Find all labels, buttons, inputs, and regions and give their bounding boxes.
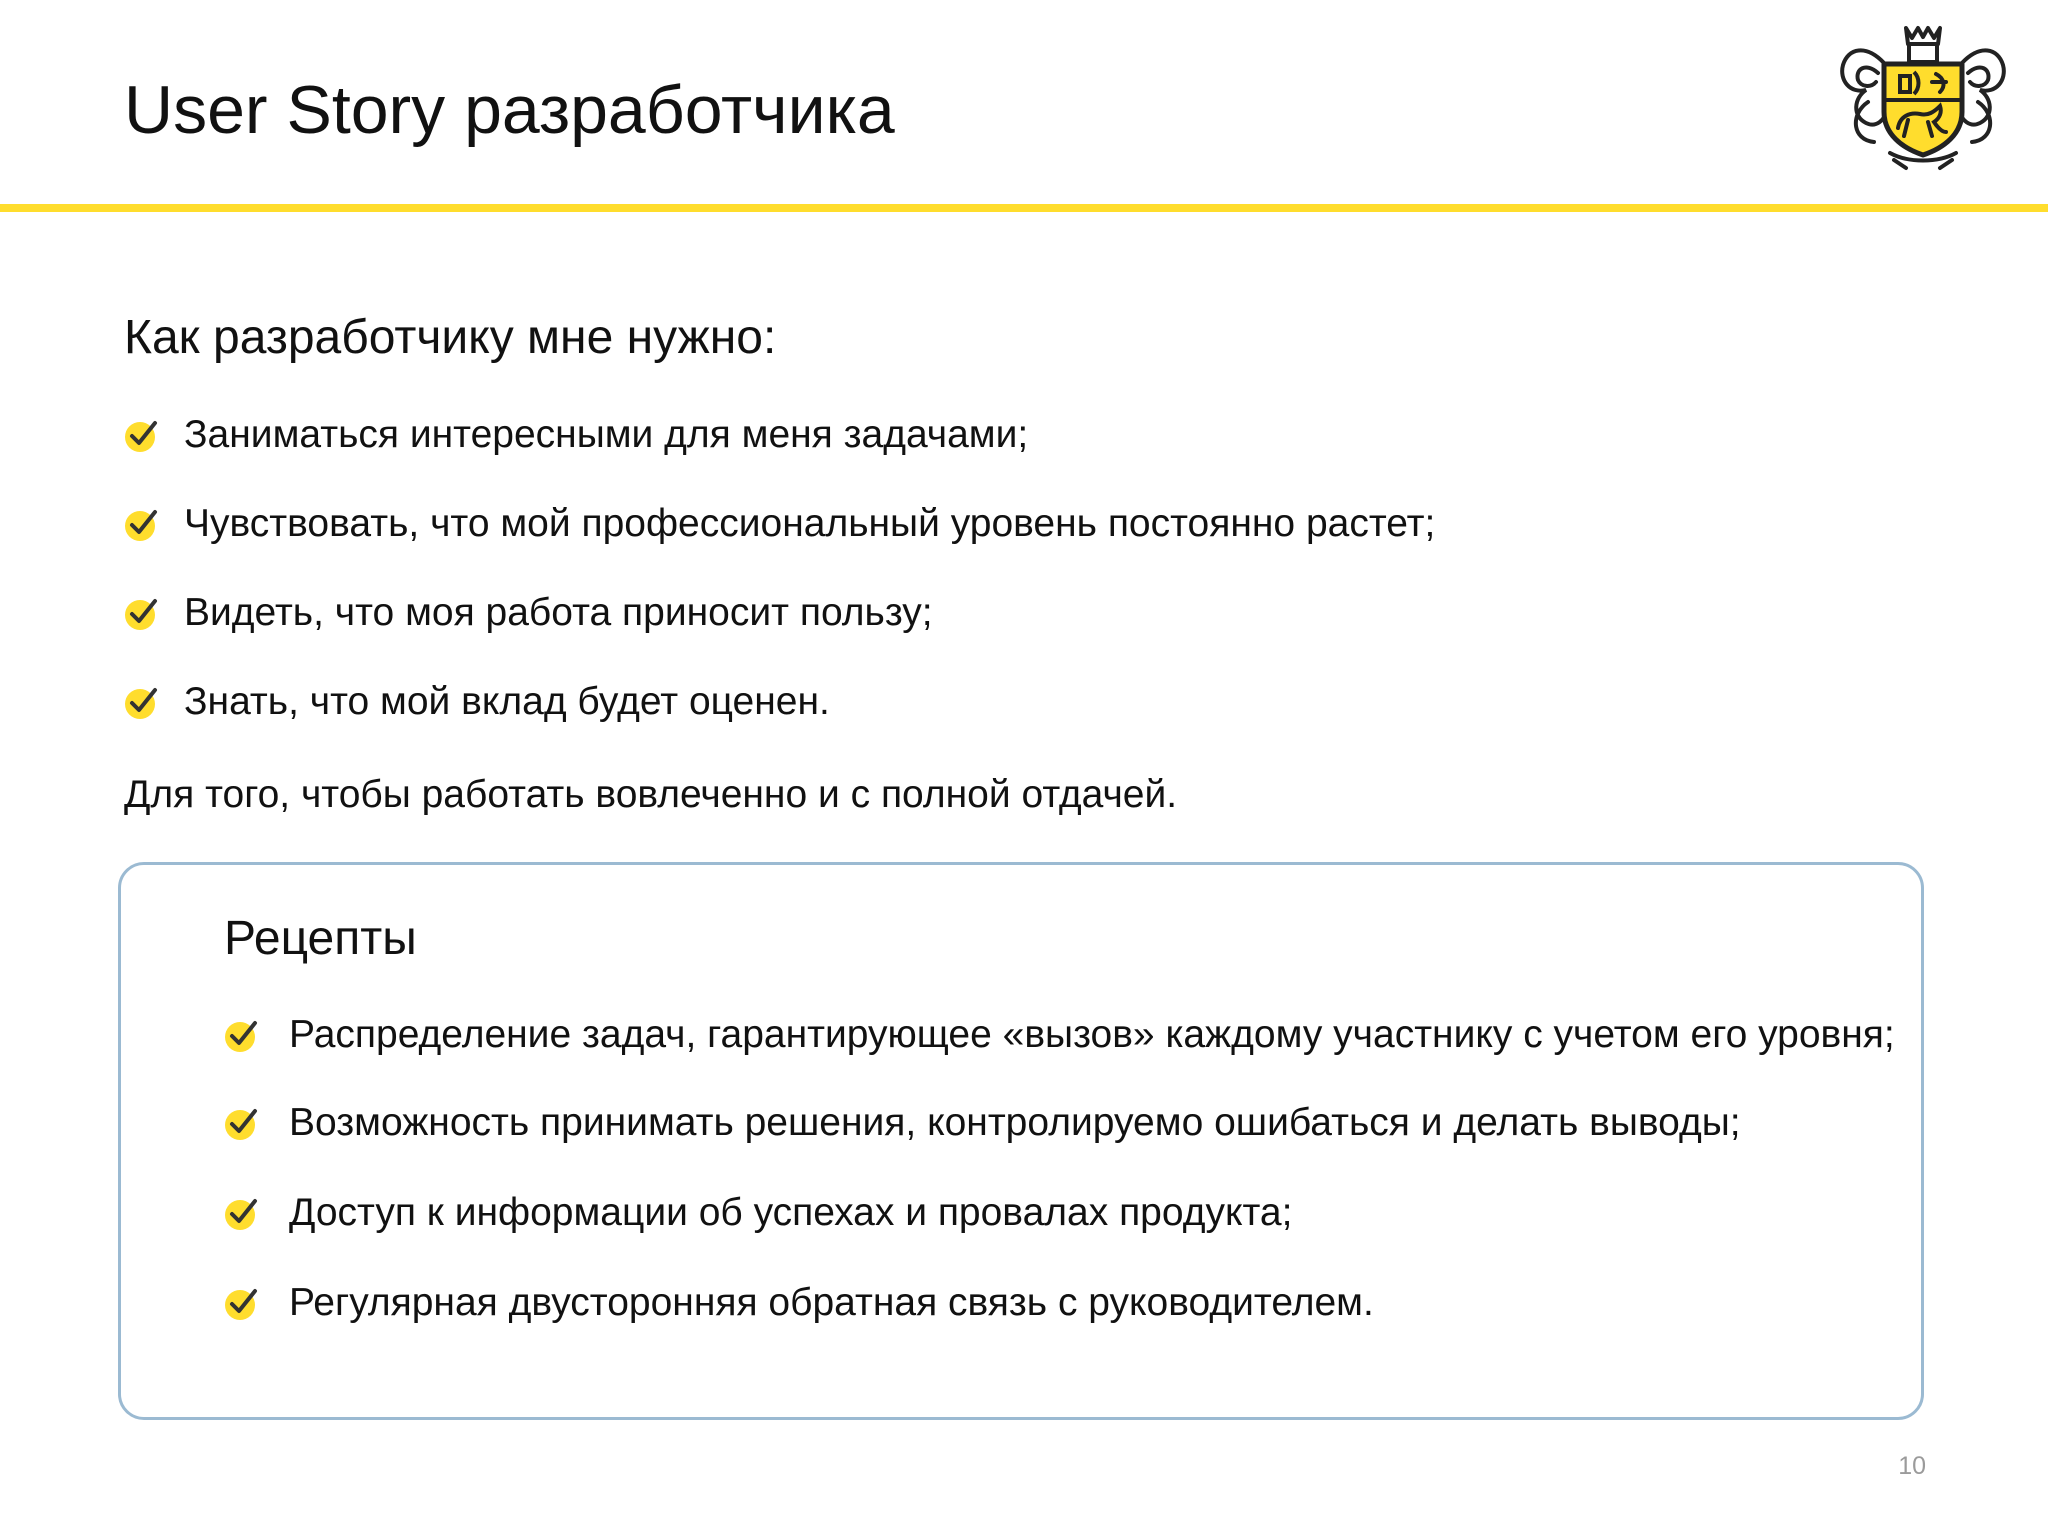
recipes-list-item (224, 1186, 1904, 1240)
bank-crest-logo-icon (1836, 20, 2010, 174)
recipes-item-text: Доступ к информации об успехах и провалах продукта; (289, 1191, 1293, 1234)
yellow-check-icon (224, 1285, 260, 1321)
recipes-list-item (224, 1096, 1904, 1150)
needs-list (124, 408, 1435, 764)
recipes-list-item (224, 1008, 1904, 1062)
recipes-box (118, 862, 1924, 1420)
page-number: 10 (1898, 1452, 1926, 1480)
needs-list-item (124, 408, 1435, 497)
needs-summary: Для того, чтобы работать вовлеченно и с полной отдачей. (124, 773, 1178, 816)
recipes-item-text: Регулярная двусторонняя обратная связь с руководителем. (289, 1281, 1374, 1324)
recipes-list-item (224, 1276, 1904, 1330)
needs-item-text: Чувствовать, что мой профессиональный уровень постоянно растет; (184, 502, 1436, 545)
needs-list-item (124, 586, 1435, 675)
yellow-check-icon (124, 595, 160, 631)
needs-list-item (124, 675, 1435, 764)
recipes-item-text: Распределение задач, гарантирующее «вызов» каждому участнику с учетом его уровня; (289, 1013, 1895, 1056)
slide-title: User Story разработчика (124, 72, 895, 148)
needs-item-text: Заниматься интересными для меня задачами; (184, 413, 1029, 456)
recipes-list (224, 1008, 1904, 1366)
recipes-item-text: Возможность принимать решения, контролируемо ошибаться и делать выводы; (289, 1101, 1741, 1144)
yellow-check-icon (224, 1017, 260, 1053)
yellow-check-icon (224, 1105, 260, 1141)
yellow-check-icon (124, 506, 160, 542)
yellow-check-icon (224, 1195, 260, 1231)
needs-item-text: Знать, что мой вклад будет оценен. (184, 680, 830, 723)
needs-heading: Как разработчику мне нужно: (124, 311, 777, 364)
recipes-title: Рецепты (224, 912, 417, 965)
needs-list-item (124, 497, 1435, 586)
header-accent-line (0, 199, 2048, 207)
needs-item-text: Видеть, что моя работа приносит пользу; (184, 591, 933, 634)
yellow-check-icon (124, 417, 160, 453)
yellow-check-icon (124, 684, 160, 720)
